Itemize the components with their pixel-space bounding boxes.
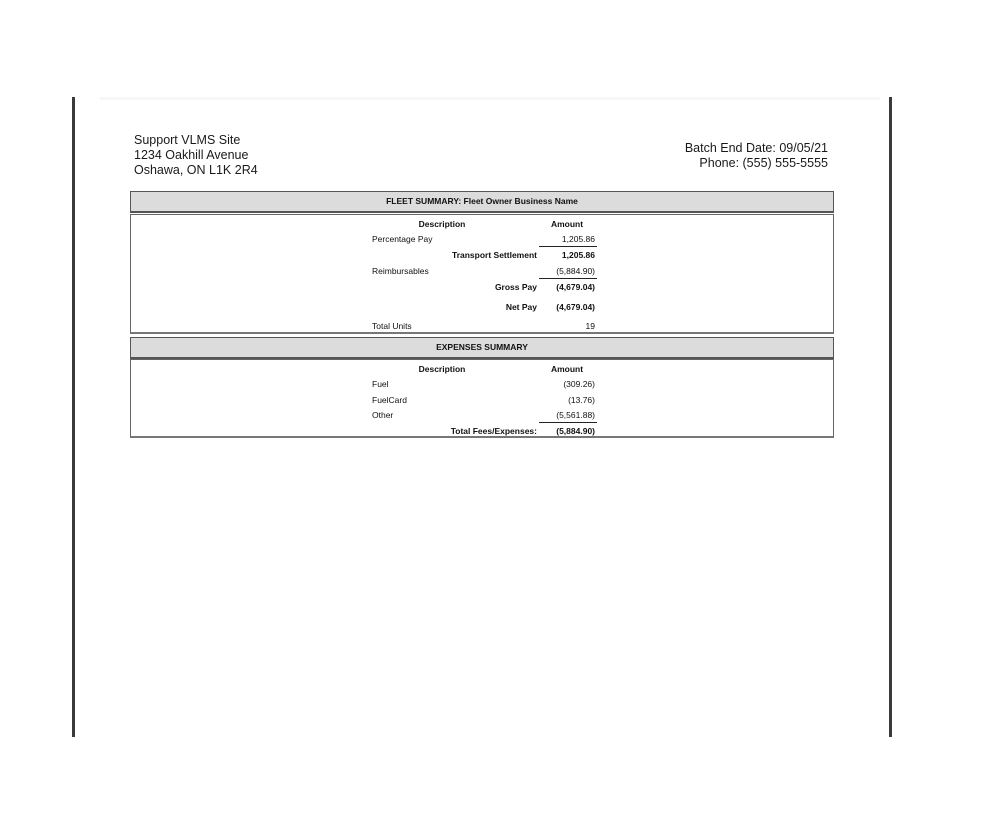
fleet-summary-table (130, 214, 834, 334)
net-pay-amount: (4,679.04) (556, 302, 595, 312)
expenses-summary-table (130, 359, 834, 438)
reimbursables-amount: (5,884.90) (556, 266, 595, 276)
gross-pay-amount: (4,679.04) (556, 282, 595, 292)
company-address-line1: 1234 Oakhill Avenue (134, 148, 249, 162)
net-pay-label: Net Pay (505, 302, 537, 312)
subtotal-rule (539, 422, 597, 423)
expenses-col-amount: Amount (550, 364, 584, 374)
fleet-col-description: Description (418, 219, 466, 229)
total-expenses-label: Total Fees/Expenses: (450, 426, 537, 436)
page-right-edge (889, 97, 892, 737)
expense-item-amount: (13.76) (568, 395, 595, 405)
total-units-value: 19 (585, 321, 595, 331)
subtotal-rule (539, 246, 597, 247)
percentage-pay-label: Percentage Pay (372, 234, 433, 244)
expense-item-amount: (5,561.88) (556, 410, 595, 420)
company-address-line2: Oshawa, ON L1K 2R4 (134, 163, 258, 177)
page-top-edge (100, 97, 880, 100)
fleet-summary-header: FLEET SUMMARY: Fleet Owner Business Name (130, 191, 834, 213)
expense-item-label: FuelCard (372, 395, 407, 405)
expense-item-label: Other (372, 410, 394, 420)
batch-info-block (685, 141, 828, 171)
expense-item-label: Fuel (372, 379, 389, 389)
batch-end-date: Batch End Date: 09/05/21 (684, 141, 828, 155)
expenses-col-description: Description (418, 364, 466, 374)
expenses-summary-header: EXPENSES SUMMARY (130, 337, 834, 359)
phone-number: Phone: (555) 555-5555 (699, 156, 828, 170)
transport-settlement-amount: 1,205.86 (561, 250, 595, 260)
subtotal-rule (539, 278, 597, 279)
total-units-label: Total Units (372, 321, 412, 331)
total-expenses-amount: (5,884.90) (556, 426, 595, 436)
fleet-col-amount: Amount (550, 219, 584, 229)
company-address-block (134, 133, 258, 178)
company-name: Support VLMS Site (134, 133, 241, 147)
page-left-edge (72, 97, 75, 737)
reimbursables-label: Reimbursables (372, 266, 429, 276)
percentage-pay-amount: 1,205.86 (561, 234, 595, 244)
expense-item-amount: (309.26) (563, 379, 595, 389)
gross-pay-label: Gross Pay (494, 282, 537, 292)
transport-settlement-label: Transport Settlement (451, 250, 537, 260)
